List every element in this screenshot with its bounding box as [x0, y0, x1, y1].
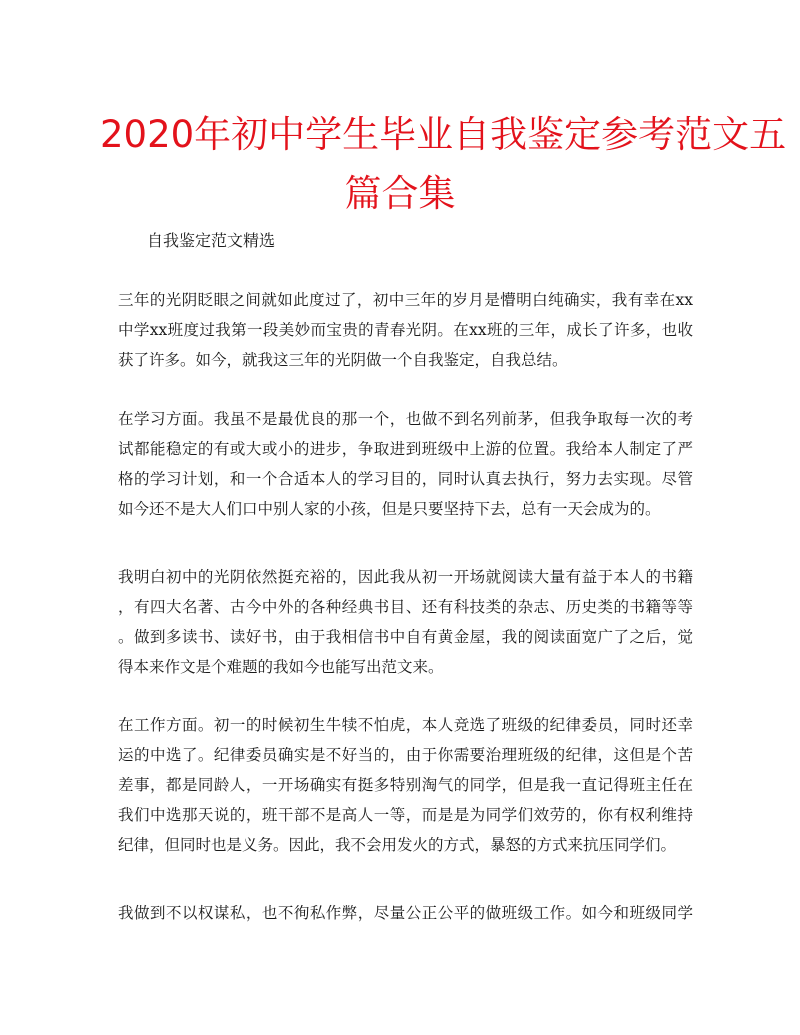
paragraph-line: 三年的光阴眨眼之间就如此度过了，初中三年的岁月是懵明白纯确实，我有幸在xx	[118, 291, 693, 309]
paragraph-work	[118, 710, 693, 860]
paragraph-line: ，有四大名著、古今中外的各种经典书目、还有科技类的杂志、历史类的书籍等等	[118, 598, 693, 616]
paragraph-line: 得本来作文是个难题的我如今也能写出范文来。	[118, 658, 444, 676]
paragraph-line: 。做到多读书、读好书，由于我相信书中自有黄金屋，我的阅读面宽广了之后，觉	[118, 628, 693, 646]
paragraph-line: 差事，都是同龄人，一开场确实有挺多特别淘气的同学，但是我一直记得班主任在	[118, 776, 693, 794]
paragraph-intro	[118, 285, 693, 375]
document-title-line-1: 2020年初中学生毕业自我鉴定参考范文五	[100, 113, 787, 156]
document-title-line-2: 篇合集	[344, 172, 456, 215]
paragraph-line: 在学习方面。我虽不是最优良的那一个，也做不到名列前茅，但我争取每一次的考	[118, 410, 693, 428]
paragraph-line: 试都能稳定的有或大或小的进步，争取进到班级中上游的位置。我给本人制定了严	[118, 440, 693, 458]
paragraph-line: 格的学习计划，和一个合适本人的学习目的，同时认真去执行，努力去实现。尽管	[118, 470, 693, 488]
document-subtitle: 自我鉴定范文精选	[147, 231, 276, 250]
paragraph-line: 如今还不是大人们口中别人家的小孩，但是只要坚持下去，总有一天会成为的。	[118, 500, 661, 518]
paragraph-fairness	[118, 898, 693, 928]
paragraph-reading	[118, 562, 693, 682]
paragraph-line: 我明白初中的光阴依然挺充裕的，因此我从初一开场就阅读大量有益于本人的书籍	[118, 568, 693, 586]
paragraph-line: 获了许多。如今，就我这三年的光阴做一个自我鉴定，自我总结。	[118, 351, 568, 369]
paragraph-line: 我做到不以权谋私，也不徇私作弊，尽量公正公平的做班级工作。如今和班级同学	[118, 904, 693, 922]
paragraph-line: 运的中选了。纪律委员确实是不好当的，由于你需要治理班级的纪律，这但是个苦	[118, 746, 693, 764]
paragraph-line: 中学xx班度过我第一段美妙而宝贵的青春光阴。在xx班的三年，成长了许多，也收	[118, 321, 693, 339]
paragraph-line: 在工作方面。初一的时候初生牛犊不怕虎，本人竞选了班级的纪律委员，同时还幸	[118, 716, 693, 734]
paragraph-study	[118, 404, 693, 524]
paragraph-line: 我们中选那天说的，班干部不是高人一等，而是是为同学们效劳的，你有权利维持	[118, 806, 693, 824]
paragraph-line: 纪律，但同时也是义务。因此，我不会用发火的方式，暴怒的方式来抗压同学们。	[118, 836, 677, 854]
